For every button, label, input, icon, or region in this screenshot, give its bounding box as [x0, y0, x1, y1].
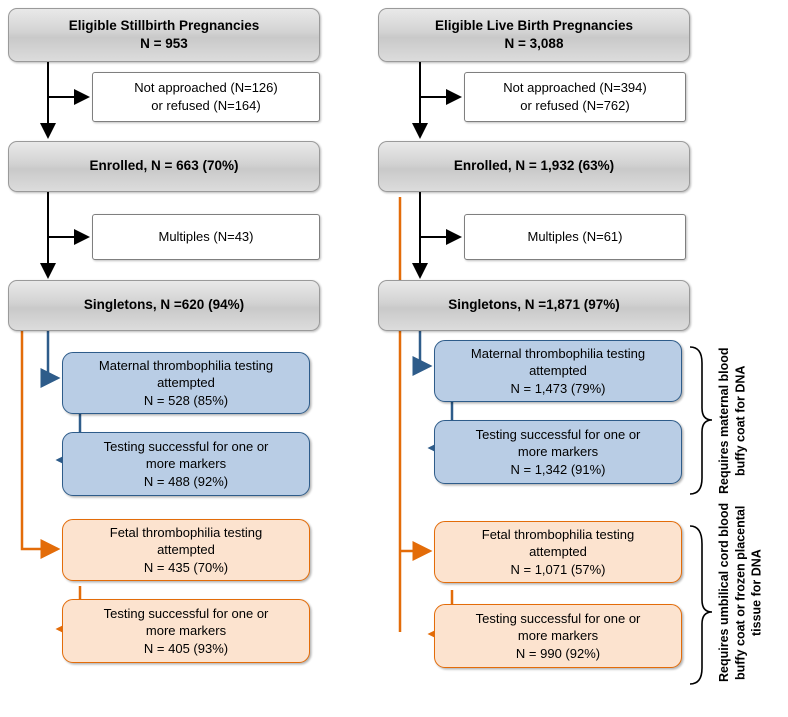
- node-text-line: Singletons, N =1,871 (97%): [448, 297, 620, 313]
- node-text-line: Maternal thrombophilia testing: [98, 357, 274, 373]
- node-text-line: Testing successful for one or: [103, 605, 269, 621]
- node-lb-singletons: [378, 280, 690, 331]
- node-lb-eligible: [378, 8, 690, 62]
- node-text-line: attempted: [157, 375, 215, 391]
- node-text-line: Eligible Stillbirth Pregnancies: [68, 17, 260, 33]
- node-lb-fetal-success: [434, 604, 682, 668]
- node-text-line: attempted: [157, 542, 215, 558]
- node-text-line: attempted: [529, 363, 587, 379]
- node-text-line: Enrolled, N = 663 (70%): [89, 158, 239, 174]
- node-text-line: Testing successful for one or: [475, 426, 641, 442]
- node-text-line: N = 435 (70%): [143, 559, 229, 575]
- node-text-line: N = 3,088: [504, 36, 564, 51]
- node-text-line: Fetal thrombophilia testing: [481, 526, 635, 542]
- node-text-line: more markers: [517, 628, 599, 644]
- node-text-line: Not approached (N=394): [503, 80, 647, 96]
- node-sb-fetal-attempted: [62, 519, 310, 581]
- node-text-line: Testing successful for one or: [475, 610, 641, 626]
- node-text-line: attempted: [529, 544, 587, 560]
- side-label-maternal-requirement: Requires maternal blood buffy coat for DNA: [717, 347, 748, 495]
- node-text-line: N = 488 (92%): [143, 473, 229, 489]
- node-lb-fetal-attempted: [434, 521, 682, 583]
- node-text-line: Multiples (N=61): [527, 229, 623, 245]
- node-text-line: more markers: [517, 444, 599, 460]
- node-text-line: Enrolled, N = 1,932 (63%): [453, 158, 615, 174]
- node-sb-singletons: [8, 280, 320, 331]
- node-text-line: N = 1,473 (79%): [510, 380, 606, 396]
- node-text-line: or refused (N=164): [151, 98, 261, 113]
- node-text-line: N = 953: [140, 36, 188, 51]
- node-text-line: N = 1,071 (57%): [510, 561, 606, 577]
- node-text-line: N = 405 (93%): [143, 640, 229, 656]
- node-sb-eligible: [8, 8, 320, 62]
- node-text-line: Not approached (N=126): [134, 80, 278, 96]
- node-sb-enrolled: [8, 141, 320, 192]
- node-text-line: more markers: [145, 456, 227, 472]
- node-sb-maternal-attempted: [62, 352, 310, 414]
- node-text-line: Multiples (N=43): [158, 229, 254, 245]
- node-lb-maternal-attempted: [434, 340, 682, 402]
- node-sb-fetal-success: [62, 599, 310, 663]
- node-lb-multiples: [464, 214, 686, 260]
- node-sb-maternal-success: [62, 432, 310, 496]
- node-lb-maternal-success: [434, 420, 682, 484]
- node-sb-not-approached: [92, 72, 320, 122]
- node-text-line: N = 528 (85%): [143, 392, 229, 408]
- node-text-line: or refused (N=762): [520, 98, 630, 113]
- node-sb-multiples: [92, 214, 320, 260]
- node-text-line: Maternal thrombophilia testing: [470, 345, 646, 361]
- node-text-line: more markers: [145, 623, 227, 639]
- node-lb-not-approached: [464, 72, 686, 122]
- node-text-line: Eligible Live Birth Pregnancies: [434, 17, 634, 33]
- side-label-fetal-requirement: Requires umbilical cord blood buffy coat or frozen placental tissue for DNA: [717, 502, 764, 683]
- node-text-line: N = 990 (92%): [515, 645, 601, 661]
- node-text-line: Testing successful for one or: [103, 438, 269, 454]
- node-text-line: N = 1,342 (91%): [510, 461, 606, 477]
- node-text-line: Singletons, N =620 (94%): [83, 297, 245, 313]
- node-text-line: Fetal thrombophilia testing: [109, 524, 263, 540]
- node-lb-enrolled: [378, 141, 690, 192]
